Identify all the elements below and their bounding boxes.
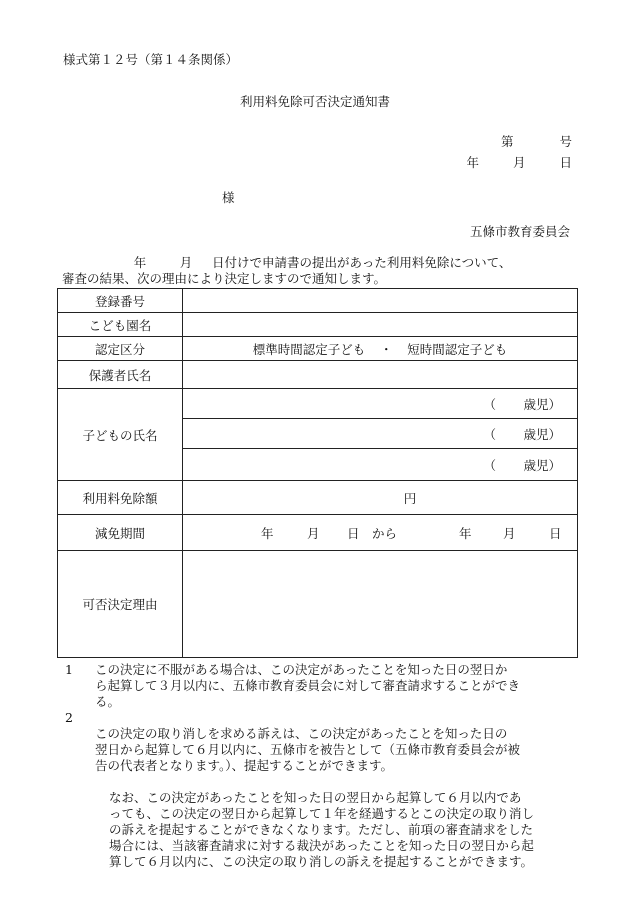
date-month: 月: [512, 155, 526, 170]
note-1-number: 1: [65, 662, 73, 677]
registration-number-field[interactable]: [183, 289, 578, 313]
row-reason: [58, 551, 578, 658]
period-to-day: 日: [549, 525, 562, 541]
note-1: [63, 662, 583, 710]
row-kindergarten: [58, 313, 578, 337]
row-category: [58, 337, 578, 361]
fee-field[interactable]: [183, 481, 578, 515]
category-separator: ・: [379, 341, 393, 357]
intro-year: 年: [133, 255, 147, 270]
note-2: [63, 710, 583, 886]
date-year: 年: [466, 155, 479, 170]
registration-number-label: 登録番号: [94, 293, 145, 309]
document-number-line: [501, 132, 572, 150]
fee-label: 利用料免除額: [82, 490, 158, 506]
period-field[interactable]: [183, 515, 578, 551]
row-guardian: [58, 361, 578, 389]
intro-line1-tail: 日付けで申請書の提出があった利用料免除について、: [212, 255, 512, 270]
period-to-month: 月: [503, 525, 516, 541]
intro-line2: 審査の結果、次の理由により決定しますので通知します。: [62, 271, 387, 286]
addressee-suffix: 様: [222, 190, 235, 205]
age-close: 歳児）: [523, 426, 561, 442]
intro-month: 月: [179, 255, 193, 270]
child-name-field-3[interactable]: [183, 449, 578, 481]
fee-unit: 円: [403, 490, 417, 506]
age-open-paren: （: [483, 457, 496, 473]
period-to-year: 年: [459, 525, 472, 541]
category-field[interactable]: [183, 337, 578, 361]
reason-field[interactable]: [183, 551, 578, 658]
issuer-name: 五條市教育委員会: [469, 224, 570, 239]
note-2-paragraph-1: この決定の取り消しを求める訴えは、この決定があったことを知った日の 翌日から起算して６月以内に、五條市を被告として（五條市教育委員会が被 告の代表者となります。）、提起することができます。: [95, 726, 521, 773]
notes-section: [63, 662, 583, 886]
child-name-field-1[interactable]: [183, 389, 578, 419]
note-2-text: [95, 710, 583, 886]
period-from-month: 月: [307, 525, 320, 541]
reason-label: 可否決定理由: [82, 597, 158, 612]
age-open-paren: （: [483, 396, 496, 412]
guardian-field[interactable]: [183, 361, 578, 389]
form-number: 様式第１２号（第１４条関係）: [63, 52, 239, 67]
child-name-field-2[interactable]: [183, 419, 578, 449]
age-open-paren: （: [483, 426, 496, 442]
guardian-label: 保護者氏名: [88, 367, 152, 383]
category-label: 認定区分: [94, 341, 145, 357]
child-name-label: 子どもの氏名: [82, 427, 158, 443]
row-registration-number: [58, 289, 578, 313]
age-close: 歳児）: [523, 457, 561, 473]
kindergarten-field[interactable]: [183, 313, 578, 337]
category-option-standard[interactable]: 標準時間認定子ども: [252, 341, 366, 357]
row-period: [58, 515, 578, 551]
age-close: 歳児）: [523, 396, 561, 412]
document-title: 利用料免除可否決定通知書: [239, 94, 390, 109]
decision-form-table: [57, 288, 578, 658]
row-fee: [58, 481, 578, 515]
category-option-short[interactable]: 短時間認定子ども: [407, 341, 508, 357]
period-label: 減免期間: [94, 525, 145, 541]
period-from-day: 日 から: [347, 525, 398, 541]
period-from-year: 年: [261, 525, 274, 541]
intro-paragraph: [62, 255, 577, 287]
note-2-paragraph-2: なお、この決定があったことを知った日の翌日から起算して６月以内であ っても、この決定の翌日から起算して１年を経過するとこの決定の取り消し の訴えを提起することができなくなります。ただし、前項の審査請求をした 場合には、当該審査請求に対する裁決があったことを知った日の翌日から起 算して６月以内に、この決定の取り消しの訴えを提起することができます。: [109, 790, 535, 869]
note-1-text: この決定に不服がある場合は、この決定があったことを知った日の翌日か ら起算して３月以内に、五條市教育委員会に対して審査請求することができ る。: [95, 662, 521, 709]
note-2-number: 2: [65, 710, 73, 725]
row-child-1: [58, 389, 578, 419]
date-day: 日: [559, 155, 572, 170]
kindergarten-label: こども園名: [88, 317, 152, 333]
date-line: [466, 153, 572, 171]
number-label: 第: [500, 134, 514, 149]
number-suffix: 号: [559, 134, 572, 149]
